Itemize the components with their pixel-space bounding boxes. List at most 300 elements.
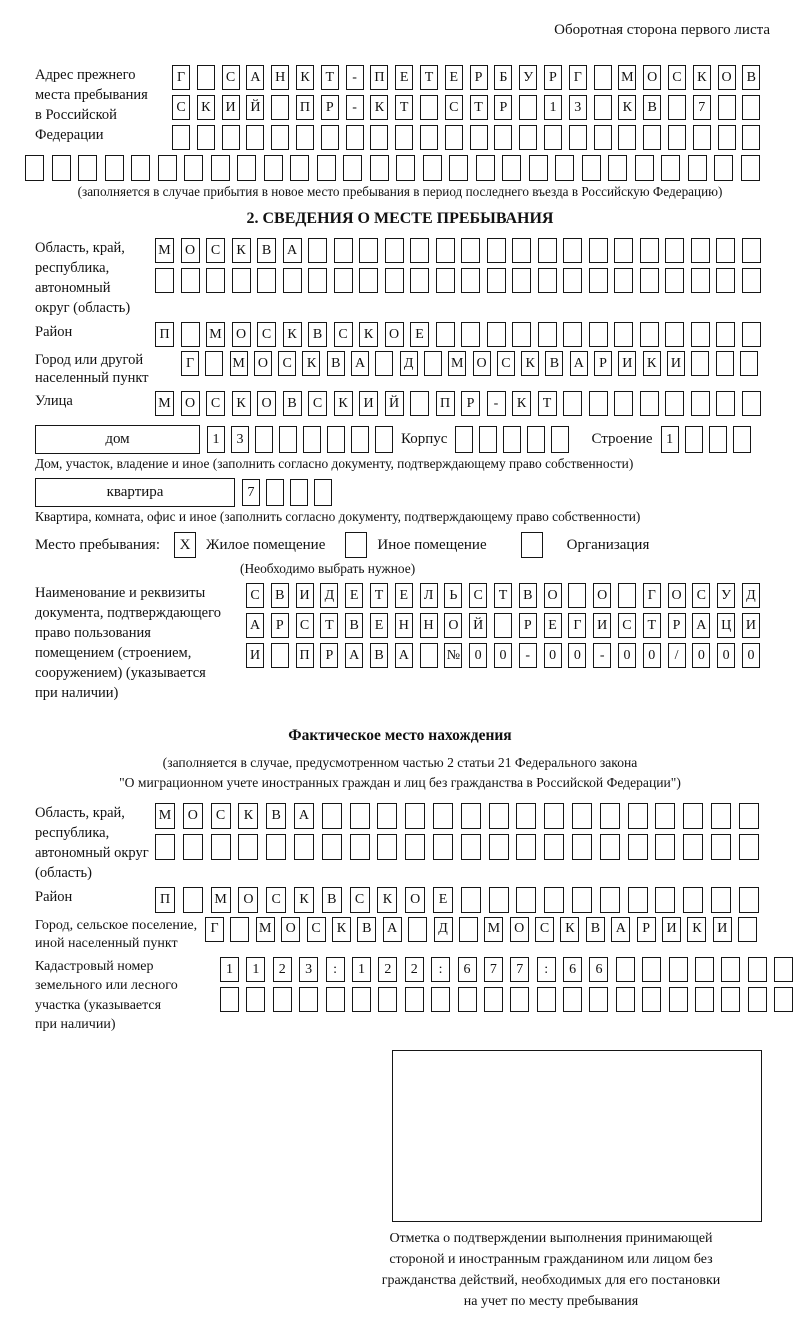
char-cell[interactable] bbox=[519, 125, 537, 150]
char-cell[interactable]: К bbox=[294, 887, 314, 913]
char-cell[interactable]: С bbox=[334, 322, 353, 347]
char-cell[interactable]: Д bbox=[742, 583, 760, 608]
char-cell[interactable]: 0 bbox=[717, 643, 735, 668]
char-cell[interactable] bbox=[230, 917, 249, 942]
char-cell[interactable] bbox=[436, 268, 455, 293]
char-cell[interactable] bbox=[563, 268, 582, 293]
char-cell[interactable] bbox=[266, 834, 286, 860]
char-cell[interactable]: 7 bbox=[242, 479, 260, 506]
char-cell[interactable]: К bbox=[359, 322, 378, 347]
char-cell[interactable]: Р bbox=[320, 643, 338, 668]
char-cell[interactable]: Д bbox=[434, 917, 453, 942]
char-cell[interactable] bbox=[589, 268, 608, 293]
char-cell[interactable] bbox=[377, 834, 397, 860]
char-cell[interactable]: Р bbox=[494, 95, 512, 120]
char-cell[interactable] bbox=[181, 322, 200, 347]
char-cell[interactable]: А bbox=[611, 917, 630, 942]
char-cell[interactable] bbox=[544, 887, 564, 913]
char-cell[interactable]: Т bbox=[420, 65, 438, 90]
char-cell[interactable] bbox=[589, 238, 608, 263]
char-cell[interactable] bbox=[614, 322, 633, 347]
char-cell[interactable]: С bbox=[497, 351, 515, 376]
char-cell[interactable] bbox=[691, 391, 710, 416]
char-cell[interactable]: - bbox=[519, 643, 537, 668]
char-cell[interactable] bbox=[423, 155, 442, 181]
char-cell[interactable]: О bbox=[473, 351, 491, 376]
char-cell[interactable] bbox=[489, 834, 509, 860]
char-cell[interactable]: К bbox=[232, 238, 251, 263]
char-cell[interactable]: Н bbox=[420, 613, 438, 638]
char-cell[interactable]: К bbox=[283, 322, 302, 347]
char-cell[interactable] bbox=[410, 238, 429, 263]
char-cell[interactable]: Т bbox=[370, 583, 388, 608]
char-cell[interactable]: 6 bbox=[589, 957, 608, 982]
char-cell[interactable] bbox=[669, 987, 688, 1012]
char-cell[interactable] bbox=[205, 351, 223, 376]
char-cell[interactable]: И bbox=[296, 583, 314, 608]
char-cell[interactable] bbox=[741, 155, 760, 181]
char-cell[interactable]: 7 bbox=[510, 957, 529, 982]
char-cell[interactable] bbox=[642, 987, 661, 1012]
char-cell[interactable]: 6 bbox=[458, 957, 477, 982]
char-cell[interactable]: С bbox=[307, 917, 326, 942]
char-cell[interactable]: Г bbox=[172, 65, 190, 90]
char-cell[interactable] bbox=[433, 834, 453, 860]
char-cell[interactable]: У bbox=[717, 583, 735, 608]
char-cell[interactable]: 6 bbox=[563, 957, 582, 982]
char-cell[interactable] bbox=[327, 426, 345, 453]
char-cell[interactable]: № bbox=[444, 643, 462, 668]
char-cell[interactable]: И bbox=[359, 391, 378, 416]
char-cell[interactable] bbox=[271, 643, 289, 668]
char-cell[interactable] bbox=[537, 987, 556, 1012]
char-cell[interactable]: О bbox=[544, 583, 562, 608]
char-cell[interactable] bbox=[718, 95, 736, 120]
char-cell[interactable]: Е bbox=[345, 583, 363, 608]
char-cell[interactable]: 0 bbox=[494, 643, 512, 668]
char-cell[interactable] bbox=[476, 155, 495, 181]
char-cell[interactable]: П bbox=[155, 887, 175, 913]
char-cell[interactable] bbox=[294, 834, 314, 860]
char-cell[interactable]: М bbox=[618, 65, 636, 90]
char-cell[interactable]: 3 bbox=[299, 957, 318, 982]
char-cell[interactable] bbox=[516, 803, 536, 829]
char-cell[interactable]: : bbox=[431, 957, 450, 982]
char-cell[interactable] bbox=[683, 887, 703, 913]
char-cell[interactable]: С bbox=[222, 65, 240, 90]
char-cell[interactable]: Р bbox=[321, 95, 339, 120]
char-cell[interactable]: - bbox=[346, 95, 364, 120]
char-cell[interactable]: С bbox=[246, 583, 264, 608]
char-cell[interactable] bbox=[172, 125, 190, 150]
char-cell[interactable] bbox=[516, 887, 536, 913]
char-cell[interactable] bbox=[614, 238, 633, 263]
char-cell[interactable] bbox=[359, 268, 378, 293]
char-cell[interactable] bbox=[665, 322, 684, 347]
char-cell[interactable] bbox=[683, 803, 703, 829]
char-cell[interactable]: - bbox=[346, 65, 364, 90]
char-cell[interactable]: 3 bbox=[231, 426, 249, 453]
char-cell[interactable] bbox=[489, 803, 509, 829]
char-cell[interactable]: Г bbox=[643, 583, 661, 608]
char-cell[interactable]: О bbox=[643, 65, 661, 90]
char-cell[interactable] bbox=[643, 125, 661, 150]
char-cell[interactable] bbox=[748, 987, 767, 1012]
char-cell[interactable]: Т bbox=[470, 95, 488, 120]
char-cell[interactable] bbox=[183, 834, 203, 860]
char-cell[interactable] bbox=[572, 887, 592, 913]
char-cell[interactable] bbox=[742, 95, 760, 120]
char-cell[interactable] bbox=[346, 125, 364, 150]
char-cell[interactable]: 1 bbox=[544, 95, 562, 120]
char-cell[interactable] bbox=[600, 834, 620, 860]
char-cell[interactable] bbox=[299, 987, 318, 1012]
char-cell[interactable] bbox=[669, 957, 688, 982]
char-cell[interactable]: В bbox=[283, 391, 302, 416]
char-cell[interactable] bbox=[510, 987, 529, 1012]
char-cell[interactable] bbox=[322, 834, 342, 860]
char-cell[interactable]: К bbox=[521, 351, 539, 376]
char-cell[interactable] bbox=[665, 391, 684, 416]
char-cell[interactable]: В bbox=[322, 887, 342, 913]
char-cell[interactable] bbox=[668, 125, 686, 150]
char-cell[interactable] bbox=[721, 987, 740, 1012]
char-cell[interactable] bbox=[52, 155, 71, 181]
char-cell[interactable]: П bbox=[370, 65, 388, 90]
char-cell[interactable] bbox=[600, 803, 620, 829]
char-cell[interactable] bbox=[257, 268, 276, 293]
char-cell[interactable] bbox=[718, 125, 736, 150]
char-cell[interactable]: А bbox=[570, 351, 588, 376]
char-cell[interactable] bbox=[461, 834, 481, 860]
char-cell[interactable]: Р bbox=[668, 613, 686, 638]
char-cell[interactable]: М bbox=[155, 238, 174, 263]
char-cell[interactable] bbox=[155, 834, 175, 860]
char-cell[interactable] bbox=[351, 426, 369, 453]
char-cell[interactable] bbox=[519, 95, 537, 120]
char-cell[interactable] bbox=[420, 643, 438, 668]
char-cell[interactable]: О bbox=[181, 391, 200, 416]
char-cell[interactable] bbox=[608, 155, 627, 181]
char-cell[interactable]: С bbox=[278, 351, 296, 376]
char-cell[interactable] bbox=[266, 479, 284, 506]
char-cell[interactable] bbox=[748, 957, 767, 982]
char-cell[interactable] bbox=[370, 125, 388, 150]
char-cell[interactable] bbox=[733, 426, 751, 453]
char-cell[interactable]: И bbox=[593, 613, 611, 638]
char-cell[interactable]: К bbox=[232, 391, 251, 416]
char-cell[interactable] bbox=[350, 803, 370, 829]
char-cell[interactable] bbox=[470, 125, 488, 150]
char-cell[interactable]: К bbox=[643, 351, 661, 376]
char-cell[interactable]: О bbox=[510, 917, 529, 942]
char-cell[interactable]: В bbox=[742, 65, 760, 90]
char-cell[interactable]: Е bbox=[370, 613, 388, 638]
char-cell[interactable] bbox=[184, 155, 203, 181]
char-cell[interactable] bbox=[628, 887, 648, 913]
char-cell[interactable] bbox=[343, 155, 362, 181]
char-cell[interactable]: Е bbox=[395, 65, 413, 90]
char-cell[interactable]: А bbox=[246, 613, 264, 638]
char-cell[interactable] bbox=[105, 155, 124, 181]
char-cell[interactable]: С bbox=[445, 95, 463, 120]
char-cell[interactable]: С bbox=[211, 803, 231, 829]
char-cell[interactable]: В bbox=[271, 583, 289, 608]
char-cell[interactable] bbox=[739, 887, 759, 913]
char-cell[interactable] bbox=[303, 426, 321, 453]
char-cell[interactable]: Т bbox=[395, 95, 413, 120]
char-cell[interactable]: К bbox=[370, 95, 388, 120]
char-cell[interactable] bbox=[618, 583, 636, 608]
char-cell[interactable]: С bbox=[206, 391, 225, 416]
char-cell[interactable] bbox=[232, 268, 251, 293]
char-cell[interactable] bbox=[516, 834, 536, 860]
char-cell[interactable] bbox=[538, 238, 557, 263]
char-cell[interactable] bbox=[503, 426, 521, 453]
char-cell[interactable]: Д bbox=[400, 351, 418, 376]
char-cell[interactable] bbox=[375, 426, 393, 453]
char-cell[interactable]: - bbox=[593, 643, 611, 668]
char-cell[interactable] bbox=[246, 125, 264, 150]
char-cell[interactable] bbox=[529, 155, 548, 181]
char-cell[interactable]: Д bbox=[320, 583, 338, 608]
char-cell[interactable] bbox=[378, 987, 397, 1012]
char-cell[interactable] bbox=[582, 155, 601, 181]
char-cell[interactable] bbox=[594, 65, 612, 90]
char-cell[interactable] bbox=[308, 268, 327, 293]
char-cell[interactable]: 2 bbox=[378, 957, 397, 982]
char-cell[interactable] bbox=[334, 238, 353, 263]
char-cell[interactable]: К bbox=[687, 917, 706, 942]
char-cell[interactable] bbox=[740, 351, 758, 376]
char-cell[interactable] bbox=[273, 987, 292, 1012]
char-cell[interactable] bbox=[688, 155, 707, 181]
char-cell[interactable]: О bbox=[718, 65, 736, 90]
char-cell[interactable] bbox=[408, 917, 427, 942]
char-cell[interactable]: Н bbox=[271, 65, 289, 90]
char-cell[interactable] bbox=[314, 479, 332, 506]
char-cell[interactable]: П bbox=[296, 643, 314, 668]
char-cell[interactable] bbox=[206, 268, 225, 293]
char-cell[interactable] bbox=[455, 426, 473, 453]
char-cell[interactable] bbox=[544, 803, 564, 829]
char-cell[interactable]: И bbox=[713, 917, 732, 942]
char-cell[interactable]: Р bbox=[271, 613, 289, 638]
char-cell[interactable]: А bbox=[246, 65, 264, 90]
char-cell[interactable] bbox=[334, 268, 353, 293]
char-cell[interactable]: Л bbox=[420, 583, 438, 608]
char-cell[interactable]: С bbox=[308, 391, 327, 416]
char-cell[interactable] bbox=[655, 887, 675, 913]
char-cell[interactable] bbox=[600, 887, 620, 913]
char-cell[interactable]: С bbox=[692, 583, 710, 608]
char-cell[interactable] bbox=[458, 987, 477, 1012]
char-cell[interactable]: : bbox=[326, 957, 345, 982]
char-cell[interactable] bbox=[78, 155, 97, 181]
char-cell[interactable] bbox=[589, 322, 608, 347]
char-cell[interactable] bbox=[563, 322, 582, 347]
char-cell[interactable] bbox=[668, 95, 686, 120]
char-cell[interactable]: М bbox=[206, 322, 225, 347]
char-cell[interactable]: И bbox=[742, 613, 760, 638]
char-cell[interactable] bbox=[308, 238, 327, 263]
char-cell[interactable]: 0 bbox=[742, 643, 760, 668]
char-cell[interactable]: Т bbox=[494, 583, 512, 608]
char-cell[interactable] bbox=[616, 957, 635, 982]
char-cell[interactable]: А bbox=[345, 643, 363, 668]
char-cell[interactable]: 1 bbox=[220, 957, 239, 982]
char-cell[interactable] bbox=[616, 987, 635, 1012]
char-cell[interactable] bbox=[405, 803, 425, 829]
char-cell[interactable] bbox=[711, 803, 731, 829]
char-cell[interactable]: С bbox=[668, 65, 686, 90]
char-cell[interactable]: Е bbox=[395, 583, 413, 608]
char-cell[interactable] bbox=[131, 155, 150, 181]
char-cell[interactable] bbox=[395, 125, 413, 150]
char-cell[interactable] bbox=[538, 268, 557, 293]
char-cell[interactable]: Й bbox=[246, 95, 264, 120]
char-cell[interactable] bbox=[385, 268, 404, 293]
char-cell[interactable]: М bbox=[155, 391, 174, 416]
char-cell[interactable] bbox=[544, 125, 562, 150]
char-cell[interactable] bbox=[739, 803, 759, 829]
char-cell[interactable] bbox=[211, 155, 230, 181]
char-cell[interactable]: В bbox=[357, 917, 376, 942]
char-cell[interactable]: В bbox=[345, 613, 363, 638]
char-cell[interactable]: К bbox=[512, 391, 531, 416]
char-cell[interactable]: А bbox=[294, 803, 314, 829]
char-cell[interactable] bbox=[555, 155, 574, 181]
char-cell[interactable] bbox=[296, 125, 314, 150]
char-cell[interactable] bbox=[317, 155, 336, 181]
char-cell[interactable] bbox=[220, 987, 239, 1012]
char-cell[interactable]: И bbox=[618, 351, 636, 376]
char-cell[interactable] bbox=[197, 65, 215, 90]
char-cell[interactable] bbox=[594, 125, 612, 150]
char-cell[interactable] bbox=[410, 391, 429, 416]
char-cell[interactable] bbox=[183, 887, 203, 913]
char-cell[interactable]: Р bbox=[637, 917, 656, 942]
char-cell[interactable] bbox=[589, 391, 608, 416]
char-cell[interactable]: В bbox=[257, 238, 276, 263]
char-cell[interactable] bbox=[396, 155, 415, 181]
char-cell[interactable] bbox=[640, 268, 659, 293]
char-cell[interactable] bbox=[691, 268, 710, 293]
char-cell[interactable] bbox=[655, 803, 675, 829]
char-cell[interactable] bbox=[695, 987, 714, 1012]
char-cell[interactable]: С bbox=[266, 887, 286, 913]
char-cell[interactable]: Р bbox=[519, 613, 537, 638]
char-cell[interactable]: С bbox=[172, 95, 190, 120]
char-cell[interactable]: 0 bbox=[618, 643, 636, 668]
char-cell[interactable] bbox=[502, 155, 521, 181]
char-cell[interactable]: В bbox=[327, 351, 345, 376]
char-cell[interactable] bbox=[290, 155, 309, 181]
char-cell[interactable] bbox=[377, 803, 397, 829]
char-cell[interactable] bbox=[709, 426, 727, 453]
char-cell[interactable]: 0 bbox=[469, 643, 487, 668]
checkbox-organizatsiya[interactable] bbox=[521, 532, 543, 558]
char-cell[interactable]: К bbox=[618, 95, 636, 120]
char-cell[interactable] bbox=[322, 803, 342, 829]
char-cell[interactable]: М bbox=[211, 887, 231, 913]
char-cell[interactable] bbox=[431, 987, 450, 1012]
char-cell[interactable] bbox=[487, 322, 506, 347]
char-cell[interactable]: В bbox=[586, 917, 605, 942]
char-cell[interactable] bbox=[739, 834, 759, 860]
char-cell[interactable]: К bbox=[560, 917, 579, 942]
char-cell[interactable]: Т bbox=[320, 613, 338, 638]
char-cell[interactable] bbox=[738, 917, 757, 942]
char-cell[interactable]: Ь bbox=[444, 583, 462, 608]
char-cell[interactable] bbox=[742, 125, 760, 150]
char-cell[interactable]: О bbox=[238, 887, 258, 913]
char-cell[interactable]: У bbox=[519, 65, 537, 90]
char-cell[interactable]: О bbox=[405, 887, 425, 913]
char-cell[interactable] bbox=[461, 803, 481, 829]
char-cell[interactable] bbox=[691, 238, 710, 263]
char-cell[interactable]: Е bbox=[410, 322, 429, 347]
checkbox-inoe[interactable] bbox=[345, 532, 367, 558]
char-cell[interactable]: 2 bbox=[405, 957, 424, 982]
char-cell[interactable]: В bbox=[643, 95, 661, 120]
char-cell[interactable]: Г bbox=[569, 65, 587, 90]
char-cell[interactable]: О bbox=[593, 583, 611, 608]
char-cell[interactable] bbox=[742, 238, 761, 263]
char-cell[interactable]: К bbox=[332, 917, 351, 942]
char-cell[interactable] bbox=[685, 426, 703, 453]
char-cell[interactable]: С bbox=[296, 613, 314, 638]
char-cell[interactable] bbox=[614, 268, 633, 293]
char-cell[interactable] bbox=[693, 125, 711, 150]
char-cell[interactable]: К bbox=[197, 95, 215, 120]
char-cell[interactable] bbox=[628, 834, 648, 860]
char-cell[interactable] bbox=[774, 987, 793, 1012]
char-cell[interactable]: 1 bbox=[246, 957, 265, 982]
char-cell[interactable] bbox=[695, 957, 714, 982]
char-cell[interactable] bbox=[640, 238, 659, 263]
char-cell[interactable] bbox=[572, 803, 592, 829]
char-cell[interactable] bbox=[290, 479, 308, 506]
char-cell[interactable]: А bbox=[283, 238, 302, 263]
char-cell[interactable]: 0 bbox=[643, 643, 661, 668]
char-cell[interactable] bbox=[589, 987, 608, 1012]
char-cell[interactable] bbox=[461, 238, 480, 263]
char-cell[interactable] bbox=[405, 987, 424, 1012]
char-cell[interactable]: Р bbox=[544, 65, 562, 90]
char-cell[interactable]: Б bbox=[494, 65, 512, 90]
char-cell[interactable] bbox=[594, 95, 612, 120]
char-cell[interactable] bbox=[655, 834, 675, 860]
char-cell[interactable]: Й bbox=[469, 613, 487, 638]
char-cell[interactable] bbox=[352, 987, 371, 1012]
char-cell[interactable]: С bbox=[257, 322, 276, 347]
char-cell[interactable]: К bbox=[302, 351, 320, 376]
char-cell[interactable] bbox=[459, 917, 478, 942]
char-cell[interactable]: 3 bbox=[569, 95, 587, 120]
char-cell[interactable]: К bbox=[377, 887, 397, 913]
char-cell[interactable] bbox=[264, 155, 283, 181]
char-cell[interactable] bbox=[716, 268, 735, 293]
char-cell[interactable] bbox=[461, 268, 480, 293]
char-cell[interactable]: В bbox=[266, 803, 286, 829]
char-cell[interactable] bbox=[572, 834, 592, 860]
char-cell[interactable]: К bbox=[693, 65, 711, 90]
char-cell[interactable]: О bbox=[385, 322, 404, 347]
char-cell[interactable]: М bbox=[230, 351, 248, 376]
char-cell[interactable] bbox=[512, 268, 531, 293]
char-cell[interactable] bbox=[181, 268, 200, 293]
